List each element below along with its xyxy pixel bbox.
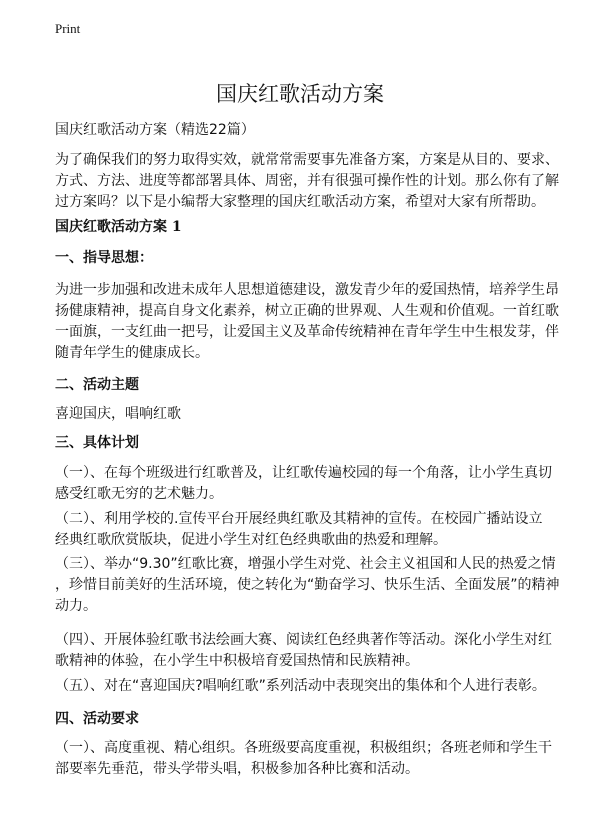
line: 一面旗，一支红曲一把号，让爱国主义及革命传统精神在青年学生中生根发芽，伴 [55,324,559,340]
line: 为了确保我们的努力取得实效，就常常需要事先准备方案，方案是从目的、要求、 [55,152,559,168]
line: （二）、利用学校的.宣传平台开展经典红歌及其精神的宣传。在校园广播站设立 [55,511,543,527]
theme-text: 喜迎国庆，唱响红歌 [55,406,181,422]
heading-requirements: 四、活动要求 [55,711,139,727]
heading-plan: 三、具体计划 [55,435,139,451]
plan-item-4 [55,630,555,672]
line: 方式、方法、进度等都部署具体、周密，并有很强可操作性的计划。那么你有了解 [55,173,559,189]
line: 过方案吗？以下是小编帮大家整理的国庆红歌活动方案，希望对大家有所帮助。 [55,194,545,210]
plan-item-1 [55,463,555,505]
line: 扬健康精神，提高自身文化素养，树立正确的世界观、人生观和价值观。一首红歌 [55,303,559,319]
plan-item-2 [55,509,555,551]
line: 感受红歌无穷的艺术魅力。 [55,486,223,502]
section-title: 国庆红歌活动方案 1 [55,219,182,235]
line: 部要率先垂范，带头学带头唱，积极参加各种比赛和活动。 [55,761,419,777]
requirement-item-1 [55,738,555,780]
page-title: 国庆红歌活动方案 [216,82,384,106]
line: 经典红歌欣赏版块，促进小学生对红色经典歌曲的热爱和理解。 [55,532,447,548]
subtitle: 国庆红歌活动方案（精选22篇） [55,122,255,138]
guiding-paragraph [55,280,559,364]
line: （一）、高度重视、精心组织。各班级要高度重视，积极组织；各班老师和学生干 [55,740,552,756]
line: （三）、举办“9.30”红歌比赛，增强小学生对党、社会主义祖国和人民的热爱之情 [55,556,556,572]
heading-theme: 二、活动主题 [55,377,139,393]
line: （四）、开展体验红歌书法绘画大赛、阅读红色经典著作等活动。深化小学生对红 [55,632,552,648]
line: 为进一步加强和改进未成年人思想道德建设，激发青少年的爱国热情，培养学生昂 [55,282,559,298]
print-link[interactable]: Print [55,21,81,36]
line: （一）、在每个班级进行红歌普及，让红歌传遍校园的每一个角落，让小学生真切 [55,465,552,481]
plan-item-3 [55,554,560,617]
line: ，珍惜目前美好的生活环境，使之转化为“勤奋学习、快乐生活、全面发展”的精神 [55,577,560,593]
plan-item-5: （五）、对在“喜迎国庆?唱响红歌”系列活动中表现突出的集体和个人进行表彰。 [55,678,546,694]
line: 随青年学生的健康成长。 [55,345,209,361]
intro-paragraph [55,150,559,213]
line: 动力。 [55,598,97,614]
line: 歌精神的体验，在小学生中积极培育爱国热情和民族精神。 [55,653,419,669]
heading-guiding-thought: 一、指导思想： [55,250,153,266]
